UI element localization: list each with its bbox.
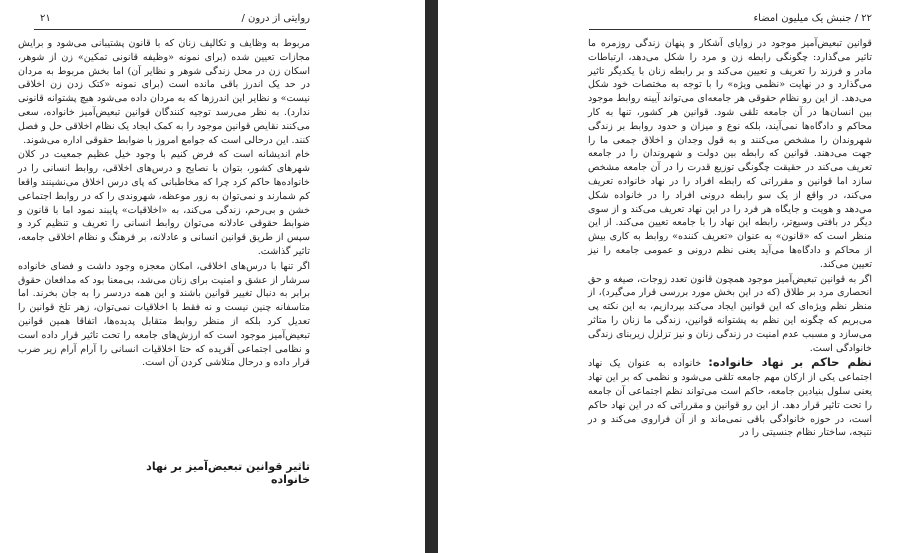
- left-paragraph-2: خام اندیشانه است که فرض کنیم با وجود خیل عظیم جمعیت در کلان شهرهای کشور، بتوان با نصایح و درس‌های اخلاقی، روابط انسانی را در خانواده‌ها حاکم کرد چرا که مخاطبانی که پای درس اخلاق می‌نشینند واقعا کم شمارند و نمی‌توان به زور موعظه، شهروندی را که در روابط اجتماعی خشن و بی‌رحم، زندگی می‌کند، به «اخلاقیات» پایبند نمود اما با قانون و ضوابط حقوقی عادلانه می‌توان روابط انسانی را تعریف و تنظیم کرد و سپس از طریق قوانین انسانی و عادلانه، بر فرهنگ و نظام اخلاقی جامعه، تاثیر گذاشت.: [18, 149, 310, 257]
- right-section-text: خانواده به عنوان یک نهاد اجتماعی یکی از ارکان مهم جامعه تلقی می‌شود و نظمی که بر این نهاد یعنی سلول بنیادین جامعه، حاکم است می‌تواند نظم اجتماعی آن جامعه را تحت تاثیر قرار دهد. از این رو قوانین و مقرراتی که در این نهاد حاکم است، در حوزه خانوادگی باقی نمی‌ماند و از آن فراروی می‌کند و در نتیجه، ساختار نظام جنسیتی را در: [588, 358, 872, 439]
- left-paragraph-1: مربوط به وظایف و تکالیف زنان که با قانون پشتیبانی می‌شود و برایش مجازات تعیین شده (برای نمونه «وظیفه قانونی تمکین» زن از شوهر، اسکان زن در محل زندگی شوهر و نظایر آن) اما بخش مربوط به مردان در حد یک اندرز باقی مانده است (برای نمونه «کتک زدن زن اخلاقی نیست» و نظایر این اندرزها که به مردان داده می‌شود هیچ پشتوانه قانونی ندارد). به نظر می‌رسد توجیه کنندگان قوانین تبعیض‌آمیز خانواده، سعی می‌کنند نقایص قوانین موجود را به کمک ایجاد یک نظام اخلاقی حل و فصل کنند. این درحالی است که جوامع امروز با ضوابط حقوقی اداره می‌شوند.: [18, 38, 310, 146]
- left-running-head: [40, 13, 310, 24]
- left-separator: /: [241, 13, 245, 24]
- right-page: [438, 0, 906, 553]
- left-paragraph-3: اگر تنها با درس‌های اخلاقی، امکان معجزه وجود داشت و فضای خانواده سرشار از عشق و امنیت برای زنان می‌شد، بی‌معنا بود که مدافعان حقوق برابر به دنبال تغییر قوانین باشند و این همه دردسر را به جان بخرند. اما متاسفانه چنین نیست و نه فقط با اخلاقیات نمی‌توان، زهر تلخ قوانین را تعدیل کرد بلکه از منظر روابط متقابل پدیده‌ها، اتفاقا همین قوانین تبعیض‌آمیز موجود است که ارزش‌های جامعه را تحت تاثیر قرار داده است و نظامی اجتماعی آفریده که حتا اخلاقیات انسانی را آرام آرام زیر ضرب قرار داده و درحال متلاشی کردن آن است.: [18, 260, 310, 369]
- left-head-rule: [34, 29, 306, 30]
- right-page-number: ۲۲: [861, 13, 872, 24]
- right-separator: /: [854, 13, 859, 24]
- right-book-title: جنبش یک میلیون امضاء: [753, 13, 852, 24]
- right-body-text: [588, 37, 872, 441]
- left-page-number: ۲۱: [40, 13, 51, 24]
- right-paragraph-2: اگر به قوانین تبعیض‌آمیز موجود همچون قانون تعدد زوجات، صیغه و حق انحصاری مرد بر طلاق (که در این بخش مورد بررسی قرار می‌گیرد)، از منظر نظم ویژه‌ای که این قوانین ایجاد می‌کند بپردازیم، به این نکته پی می‌بریم که چگونه این نظم به پشتوانه قوانین، زندگی ما زنان را متاثر می‌سازد و مسبب عدم امنیت در زندگی زنان و نیز تزلزل زیربنای زندگی خانوادگی است.: [588, 273, 872, 354]
- left-body-text: [18, 37, 310, 371]
- left-section-heading: تاثیر قوانین تبعیض‌آمیز بر نهاد خانواده: [146, 460, 310, 486]
- right-head-rule: [589, 29, 870, 30]
- left-running-title: [241, 13, 310, 24]
- book-gutter: [425, 0, 438, 553]
- right-running-head: [672, 13, 872, 24]
- left-page: [0, 0, 425, 553]
- right-section-paragraph: [588, 356, 872, 440]
- right-paragraph-1: قوانین تبعیض‌آمیز موجود در زوایای آشکار و پنهان زندگی روزمره ما تاثیر می‌گذارد: چگونگی رابطه زن و مرد را شکل می‌دهد، ارتباطات مادر و فرزند را تعریف و تعیین می‌کند و بر رابطه زنان با یکدیگر تاثیر می‌گذارد و در نهایت «نظمی ویژه» را با توجه به مختصات خود شکل می‌دهد. از این رو نظام حقوقی هر جامعه‌ای می‌تواند آیینه روابط موجود بین انسان‌ها در آن جامعه تلقی شود. قوانین هر کشور، تنها به کار محاکم و دادگاه‌ها نمی‌آیند، بلکه نوع و میزان و حدود روابط بر زندگی شهروندان را مشخص می‌کنند و به قول وجدان و اخلاق جمعی ما را جهت می‌دهند. قوانین که رابطه بین دولت و شهروندان را در جامعه تعریف می‌کند در حقیقت چگونگی توزیع قدرت را در آن جامعه مشخص سازد اما قوانین و مقرراتی که رابطه افراد را در نهاد خانواده تعریف می‌کند، در واقع از یک سو رابطه درونی افراد را در خانواده شکل می‌دهد و هویت و جایگاه هر فرد را در این نهاد تعریف می‌کند و از سوی دیگر در بافتی وسیع‌تر، رابطه این نهاد را با جامعه تعیین می‌کند. از این منظر است که «قانون» به عنوان «تعریف کننده» روابط به کاری بیش از محاکم و دادگاه‌ها می‌آید یعنی نظم درونی و عمومی جامعه را نیز تعیین می‌کند.: [588, 38, 872, 270]
- left-book-title: روایتی از درون: [248, 13, 310, 24]
- right-section-heading: نظم حاکم بر نهاد خانواده:: [708, 355, 872, 370]
